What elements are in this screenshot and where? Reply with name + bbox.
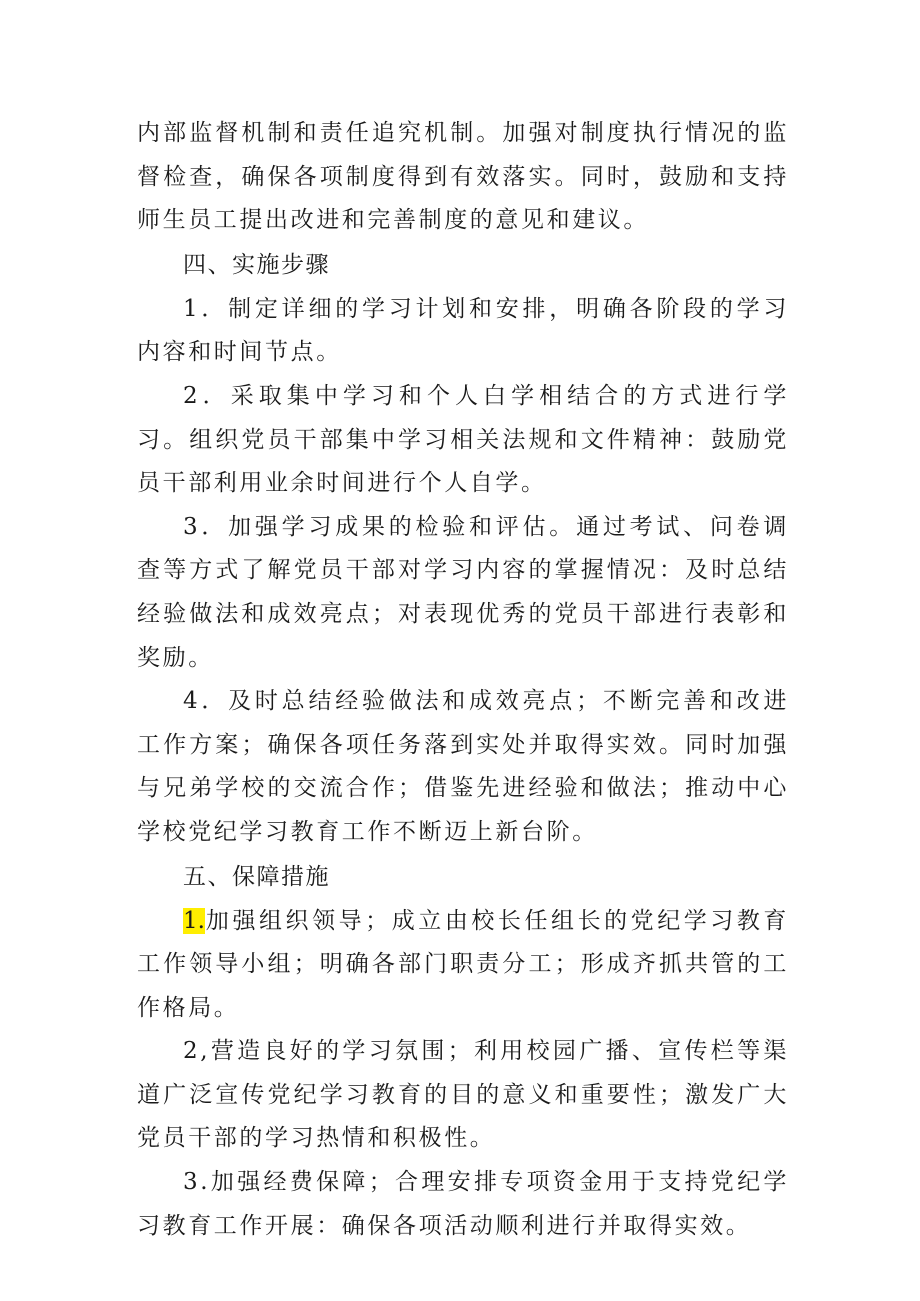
section-4-heading: 四、实施步骤 <box>183 251 330 278</box>
item-text: 营造良好的学习氛围；利用校园广播、宣传栏等渠道广泛宣传党纪学习教育的目的意义和重要性；激发广大党员干部的学习热情和积极性。 <box>137 1038 789 1152</box>
section-4-item-2 <box>137 375 789 506</box>
item-number: 3. <box>183 1169 211 1196</box>
item-number: 3 <box>183 513 201 540</box>
highlighted-item-number: 1. <box>183 907 205 934</box>
item-number: 1 <box>183 295 201 322</box>
item-number: 2, <box>183 1038 211 1065</box>
section-4-item-1 <box>137 288 789 375</box>
item-number: 2 <box>183 382 201 409</box>
section-5-item-1 <box>137 900 789 1031</box>
item-text: ．加强学习成果的检验和评估。通过考试、问卷调查等方式了解党员干部对学习内容的掌握情况：及时总结经验做法和成效亮点；对表现优秀的党员干部进行表彰和奖励。 <box>137 513 789 671</box>
item-text: 加强组织领导；成立由校长任组长的党纪学习教育工作领导小组；明确各部门职责分工；形成齐抓共管的工作格局。 <box>137 907 789 1021</box>
section-4-item-4 <box>137 680 789 854</box>
item-text: 加强经费保障；合理安排专项资金用于支持党纪学习教育工作开展：确保各项活动顺利进行并取得实效。 <box>137 1169 789 1239</box>
document-body <box>137 112 789 1248</box>
item-text: ．及时总结经验做法和成效亮点；不断完善和改进工作方案；确保各项任务落到实处并取得实效。同时加强与兄弟学校的交流合作；借鉴先进经验和做法；推动中心学校党纪学习教育工作不断迈上新台阶。 <box>137 688 789 845</box>
section-5-item-2 <box>137 1030 789 1161</box>
item-text: ．采取集中学习和个人白学相结合的方式进行学习。组织党员干部集中学习相关法规和文件精神：鼓励党员干部利用业余时间进行个人自学。 <box>137 382 789 497</box>
section-4-item-3 <box>137 506 789 680</box>
item-text: ．制定详细的学习计划和安排，明确各阶段的学习内容和时间节点。 <box>137 295 789 366</box>
section-5-heading: 五、保障措施 <box>183 863 330 890</box>
section-5-item-3 <box>137 1161 789 1248</box>
item-number: 4 <box>183 688 201 715</box>
intro-paragraph: 内部监督机制和责任追究机制。加强对制度执行情况的监督检查，确保各项制度得到有效落实。同时，鼓励和支持师生员工提出改进和完善制度的意见和建议。 <box>137 120 789 234</box>
